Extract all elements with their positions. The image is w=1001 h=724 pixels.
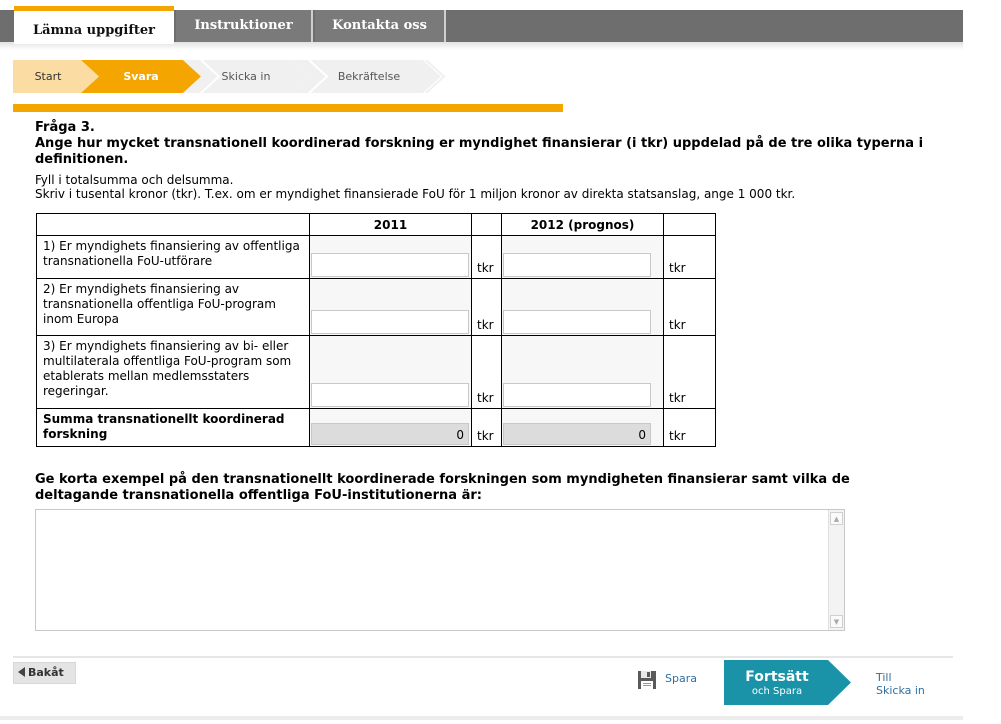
tab-instruktioner[interactable]: Instruktioner bbox=[176, 10, 313, 42]
step-svara-label: Svara bbox=[123, 70, 159, 83]
row-label: 2) Er myndighets finansiering av transnationella offentliga FoU-program inom Europa bbox=[37, 279, 310, 336]
instruction-line-1: Fyll i totalsumma och delsumma. bbox=[35, 173, 234, 187]
save-label: Spara bbox=[665, 672, 697, 685]
back-button-label: Bakåt bbox=[28, 666, 64, 679]
header-unit-empty bbox=[472, 214, 502, 236]
input-row2-2011[interactable] bbox=[311, 310, 469, 334]
input-row3-2011[interactable] bbox=[311, 383, 469, 407]
examples-textarea[interactable] bbox=[35, 509, 845, 631]
question-instructions bbox=[35, 173, 935, 201]
unit-label: tkr bbox=[664, 236, 716, 279]
progress-steps bbox=[13, 60, 445, 93]
continue-sublabel: och Spara bbox=[751, 686, 803, 697]
header-unit-empty bbox=[664, 214, 716, 236]
unit-label: tkr bbox=[472, 236, 502, 279]
input-row3-2012[interactable] bbox=[503, 383, 651, 407]
cell-2012 bbox=[502, 336, 664, 409]
step-bekraftelse-label: Bekräftelse bbox=[337, 70, 401, 83]
scroll-up-icon[interactable]: ▲ bbox=[830, 512, 843, 525]
funding-table bbox=[36, 213, 716, 447]
cell-2012 bbox=[502, 279, 664, 336]
table-sum-row bbox=[37, 409, 716, 447]
unit-label: tkr bbox=[472, 279, 502, 336]
cell-2011 bbox=[310, 336, 472, 409]
step-skicka-in bbox=[183, 60, 308, 93]
header-empty bbox=[37, 214, 310, 236]
continue-button[interactable] bbox=[724, 660, 852, 705]
cell-2011 bbox=[310, 279, 472, 336]
unit-label: tkr bbox=[664, 279, 716, 336]
tab-kontakta-oss[interactable]: Kontakta oss bbox=[315, 10, 446, 42]
unit-label: tkr bbox=[472, 409, 502, 447]
back-button[interactable] bbox=[13, 662, 76, 684]
unit-label: tkr bbox=[472, 336, 502, 409]
header-2011: 2011 bbox=[310, 214, 472, 236]
textarea-scrollbar[interactable] bbox=[828, 510, 844, 630]
table-row bbox=[37, 279, 716, 336]
top-navigation bbox=[0, 0, 963, 44]
table-row bbox=[37, 236, 716, 279]
step-skicka-label: Skicka in bbox=[221, 70, 271, 83]
table-row bbox=[37, 336, 716, 409]
examples-label: Ge korta exempel på den transnationellt koordinerade forskningen som myndigheten finansierar samt vilka de deltagande transnationella offentliga FoU-institutionerna är: bbox=[35, 472, 850, 503]
input-row1-2011[interactable] bbox=[311, 253, 469, 277]
scroll-down-icon[interactable]: ▼ bbox=[830, 615, 843, 628]
step-bekraftelse bbox=[291, 60, 446, 93]
sum-2011: 0 bbox=[311, 423, 469, 445]
question-text: Ange hur mycket transnationell koordinerad forskning er myndighet finansierar (i tkr) uppdelad på de tre olika typerna i definitionen. bbox=[35, 136, 924, 167]
cell-2012 bbox=[502, 409, 664, 447]
unit-label: tkr bbox=[664, 409, 716, 447]
row-label: 3) Er myndighets finansiering av bi- eller multilaterala offentliga FoU-program som etablerats mellan medlemsstaters regeringar. bbox=[37, 336, 310, 409]
header-2012: 2012 (prognos) bbox=[502, 214, 664, 236]
input-row1-2012[interactable] bbox=[503, 253, 651, 277]
cell-2011 bbox=[310, 409, 472, 447]
instruction-line-2: Skriv i tusental kronor (tkr). T.ex. om er myndighet finansierade FoU för 1 miljon kronor av direkta statsanslag, ange 1 000 tkr. bbox=[35, 187, 796, 201]
cell-2012 bbox=[502, 236, 664, 279]
step-start-label: Start bbox=[34, 70, 62, 83]
footer-divider bbox=[13, 656, 953, 658]
back-arrow-icon bbox=[18, 667, 25, 677]
save-disk-icon bbox=[637, 670, 657, 690]
next-step-line-1: Till bbox=[876, 671, 892, 684]
table-header-row bbox=[37, 214, 716, 236]
next-step-line-2: Skicka in bbox=[876, 684, 925, 697]
question-number: Fråga 3. bbox=[35, 120, 95, 135]
unit-label: tkr bbox=[664, 336, 716, 409]
bottom-divider bbox=[0, 716, 963, 720]
tab-lamna-uppgifter[interactable]: Lämna uppgifter bbox=[14, 6, 174, 44]
cell-2011 bbox=[310, 236, 472, 279]
next-step-link[interactable] bbox=[876, 671, 925, 697]
continue-label: Fortsätt bbox=[745, 669, 809, 685]
sum-label: Summa transnationellt koordinerad forskning bbox=[37, 409, 310, 447]
row-label: 1) Er myndighets finansiering av offentliga transnationella FoU-utförare bbox=[37, 236, 310, 279]
input-row2-2012[interactable] bbox=[503, 310, 651, 334]
section-divider bbox=[13, 104, 563, 112]
question-heading bbox=[35, 120, 935, 168]
sum-2012: 0 bbox=[503, 423, 651, 445]
